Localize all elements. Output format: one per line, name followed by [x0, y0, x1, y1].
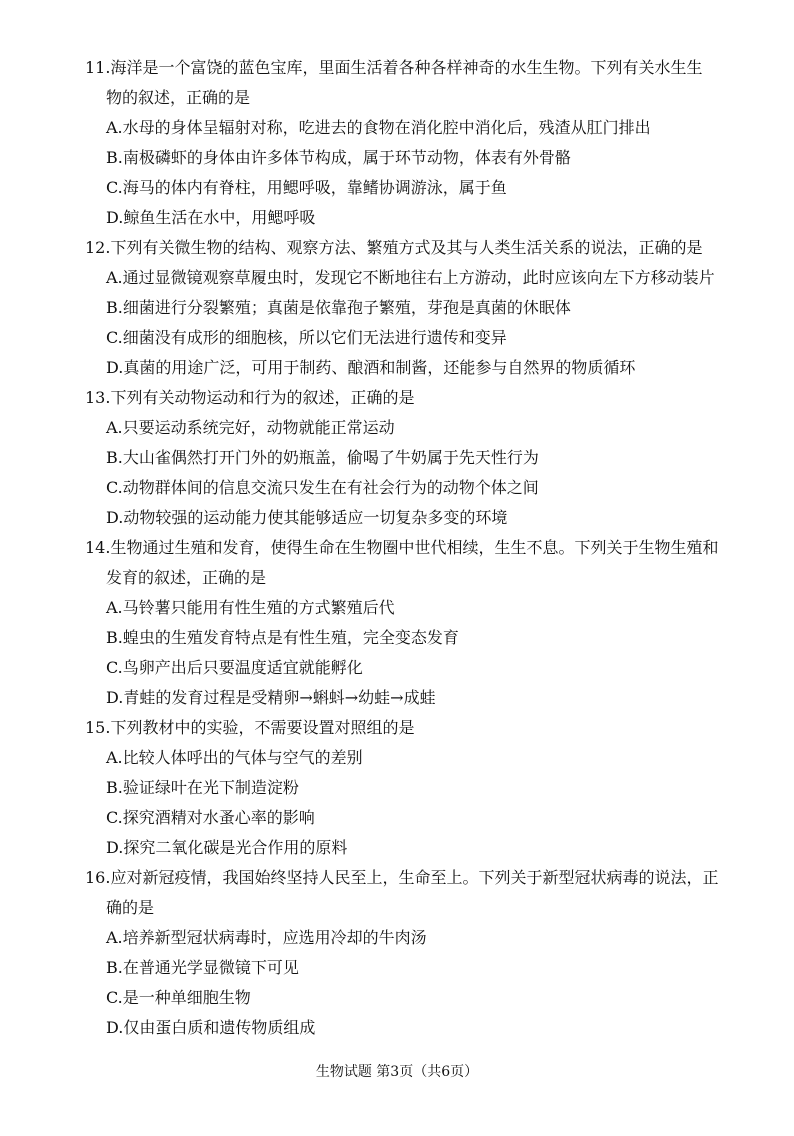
question-14-option-a: A.马铃薯只能用有性生殖的方式繁殖后代: [106, 598, 395, 617]
question-13-option-b: B.大山雀偶然打开门外的奶瓶盖，偷喝了牛奶属于先天性行为: [106, 448, 539, 467]
question-11-option-a: A.水母的身体呈辐射对称，吃进去的食物在消化腔中消化后，残渣从肛门排出: [106, 118, 651, 137]
question-13-option-c: C.动物群体间的信息交流只发生在有社会行为的动物个体之间: [106, 478, 539, 497]
question-14-stem-line-2: 发育的叙述，正确的是: [106, 568, 267, 587]
question-11-stem-line-1: 11.海洋是一个富饶的蓝色宝库，里面生活着各种各样神奇的水生生物。下列有关水生生: [85, 58, 703, 77]
question-14-option-d: D.青蛙的发育过程是受精卵→蝌蚪→幼蛙→成蛙: [106, 688, 436, 707]
question-13-option-d: D.动物较强的运动能力使其能够适应一切复杂多变的环境: [106, 508, 508, 527]
question-11-option-d: D.鲸鱼生活在水中，用鳃呼吸: [106, 208, 316, 227]
question-13-stem-line-1: 13.下列有关动物运动和行为的叙述，正确的是: [85, 388, 415, 407]
question-14-option-c: C.鸟卵产出后只要温度适宜就能孵化: [106, 658, 363, 677]
question-14-option-b: B.蝗虫的生殖发育特点是有性生殖，完全变态发育: [106, 628, 459, 647]
question-13-option-a: A.只要运动系统完好，动物就能正常运动: [106, 418, 395, 437]
question-16-option-b: B.在普通光学显微镜下可见: [106, 958, 299, 977]
question-12-stem-line-1: 12.下列有关微生物的结构、观察方法、繁殖方式及其与人类生活关系的说法，正确的是: [85, 238, 703, 257]
question-11-stem-line-2: 物的叙述，正确的是: [106, 88, 251, 107]
question-15-option-a: A.比较人体呼出的气体与空气的差别: [106, 748, 363, 767]
question-11-option-b: B.南极磷虾的身体由许多体节构成，属于环节动物，体表有外骨骼: [106, 148, 571, 167]
question-16-option-d: D.仅由蛋白质和遗传物质组成: [106, 1018, 316, 1037]
question-11-option-c: C.海马的体内有脊柱，用鳃呼吸，靠鳍协调游泳，属于鱼: [106, 178, 507, 197]
question-16-option-c: C.是一种单细胞生物: [106, 988, 251, 1007]
question-16-stem-line-1: 16.应对新冠疫情，我国始终坚持人民至上，生命至上。下列关于新型冠状病毒的说法，正: [85, 868, 719, 887]
question-15-option-c: C.探究酒精对水蚤心率的影响: [106, 808, 315, 827]
question-16-option-a: A.培养新型冠状病毒时，应选用冷却的牛肉汤: [106, 928, 427, 947]
question-15-option-b: B.验证绿叶在光下制造淀粉: [106, 778, 299, 797]
question-15-option-d: D.探究二氧化碳是光合作用的原料: [106, 838, 348, 857]
question-12-option-c: C.细菌没有成形的细胞核，所以它们无法进行遗传和变异: [106, 328, 507, 347]
question-15-stem-line-1: 15.下列教材中的实验，不需要设置对照组的是: [85, 718, 415, 737]
page-footer: 生物试题 第3页（共6页）: [315, 1064, 479, 1080]
question-12-option-d: D.真菌的用途广泛，可用于制药、酿酒和制酱，还能参与自然界的物质循环: [106, 358, 636, 377]
question-12-option-a: A.通过显微镜观察草履虫时，发现它不断地往右上方游动，此时应该向左下方移动装片: [106, 268, 715, 287]
question-14-stem-line-1: 14.生物通过生殖和发育，使得生命在生物圈中世代相续，生生不息。下列关于生物生殖和: [85, 538, 719, 557]
question-16-stem-line-2: 确的是: [106, 898, 155, 917]
question-12-option-b: B.细菌进行分裂繁殖；真菌是依靠孢子繁殖，芽孢是真菌的休眠体: [106, 298, 571, 317]
